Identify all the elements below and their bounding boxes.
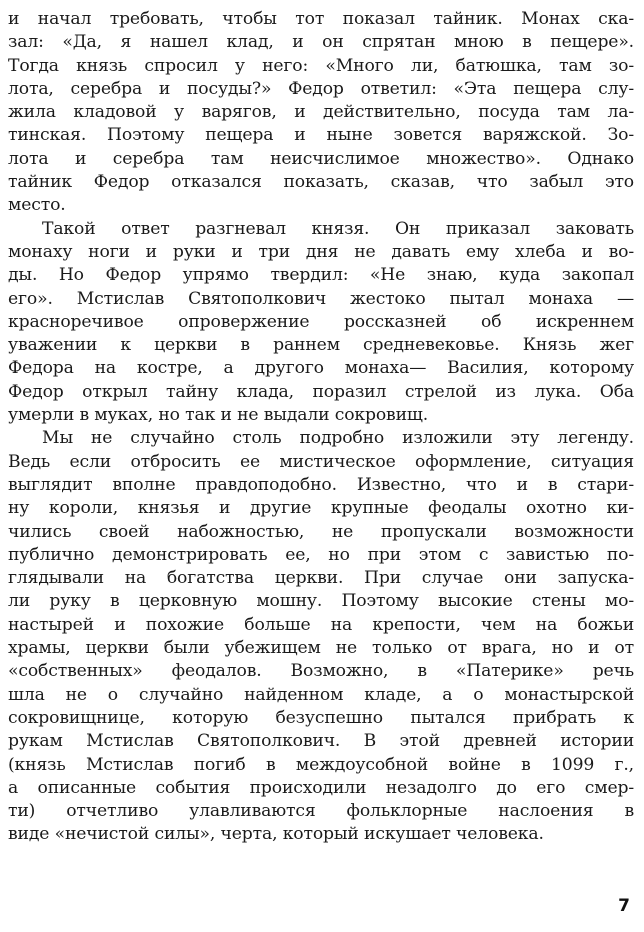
text-line: ды. Но Федор упрямо твердил: «Не знаю, куда закопал xyxy=(8,265,634,286)
text-line: настырей и похожие больше на крепости, чем на божьи xyxy=(8,614,634,635)
text-line: чились своей набожностью, не пропускали возможности xyxy=(8,521,634,542)
text-line: и начал требовать, чтобы тот показал тайник. Монах ска- xyxy=(8,9,634,29)
text-line: умерли в муках, но так и не выдали сокровищ. xyxy=(8,405,429,426)
text-line: Ведь если отбросить ее мистическое оформление, ситуация xyxy=(8,451,634,472)
text-line: Федор открыл тайну клада, поразил стрелой из лука. Оба xyxy=(8,381,634,402)
text-line: монаху ноги и руки и три дня не давать ему хлеба и во- xyxy=(8,241,634,262)
paragraph xyxy=(8,8,634,218)
text-line: Мы не случайно столь подробно изложили эту легенду. xyxy=(42,428,634,449)
text-line: ну короли, князья и другие крупные феодалы охотно ки- xyxy=(8,498,634,519)
text-line: «собственных» феодалов. Возможно, в «Патерике» речь xyxy=(8,661,634,682)
text-line: рукам Мстислав Святополкович. В этой древней истории xyxy=(8,731,634,752)
text-line: Тогда князь спросил у него: «Много ли, батюшка, там зо- xyxy=(8,55,634,76)
text-line: Такой ответ разгневал князя. Он приказал заковать xyxy=(42,218,634,239)
text-line: ли руку в церковную мошну. Поэтому высокие стены мо- xyxy=(8,591,634,612)
text-line: ти) отчетливо улавливаются фольклорные наслоения в xyxy=(8,801,634,822)
paragraph xyxy=(8,218,634,428)
text-line: храмы, церкви были убежищем не только от врага, но и от xyxy=(8,638,634,659)
text-line: публично демонстрировать ее, но при этом с завистью по- xyxy=(8,544,634,565)
text-line: виде «нечистой силы», черта, который искушает человека. xyxy=(8,824,544,845)
text-line: а описанные события происходили незадолго до его смер- xyxy=(8,777,634,798)
text-line: (князь Мстислав погиб в междоусобной войне в 1099 г., xyxy=(8,754,634,775)
text-line: тинская. Поэтому пещера и ныне зовется варяжской. Зо- xyxy=(8,125,634,146)
page-number: 7 xyxy=(618,896,630,916)
text-line: место. xyxy=(8,195,66,216)
text-line: сокровищнице, которую безуспешно пытался прибрать к xyxy=(8,707,634,728)
text-line: уважении к церкви в раннем средневековье. Князь жег xyxy=(8,335,634,356)
text-line: Федора на костре, а другого монаха— Василия, которому xyxy=(8,358,634,379)
text-line: лота, серебра и посуды?» Федор ответил: «Эта пещера слу- xyxy=(8,78,634,99)
text-line: выглядит вполне правдоподобно. Известно, что и в стари- xyxy=(8,474,634,495)
page-text xyxy=(8,8,634,847)
paragraph xyxy=(8,427,634,846)
text-line: шла не о случайно найденном кладе, а о монастырской xyxy=(8,684,634,705)
text-line: жила кладовой у варягов, и действительно, посуда там ла- xyxy=(8,102,634,123)
text-line: красноречивое опровержение россказней об искреннем xyxy=(8,311,634,332)
text-line: лота и серебра там неисчислимое множество». Однако xyxy=(8,148,634,169)
text-line: глядывали на богатства церкви. При случае они запуска- xyxy=(8,568,634,589)
text-line: его». Мстислав Святополкович жестоко пытал монаха — xyxy=(8,288,634,309)
text-line: зал: «Да, я нашел клад, и он спрятан мною в пещере». xyxy=(8,32,634,53)
text-line: тайник Федор отказался показать, сказав, что забыл это xyxy=(8,172,634,193)
